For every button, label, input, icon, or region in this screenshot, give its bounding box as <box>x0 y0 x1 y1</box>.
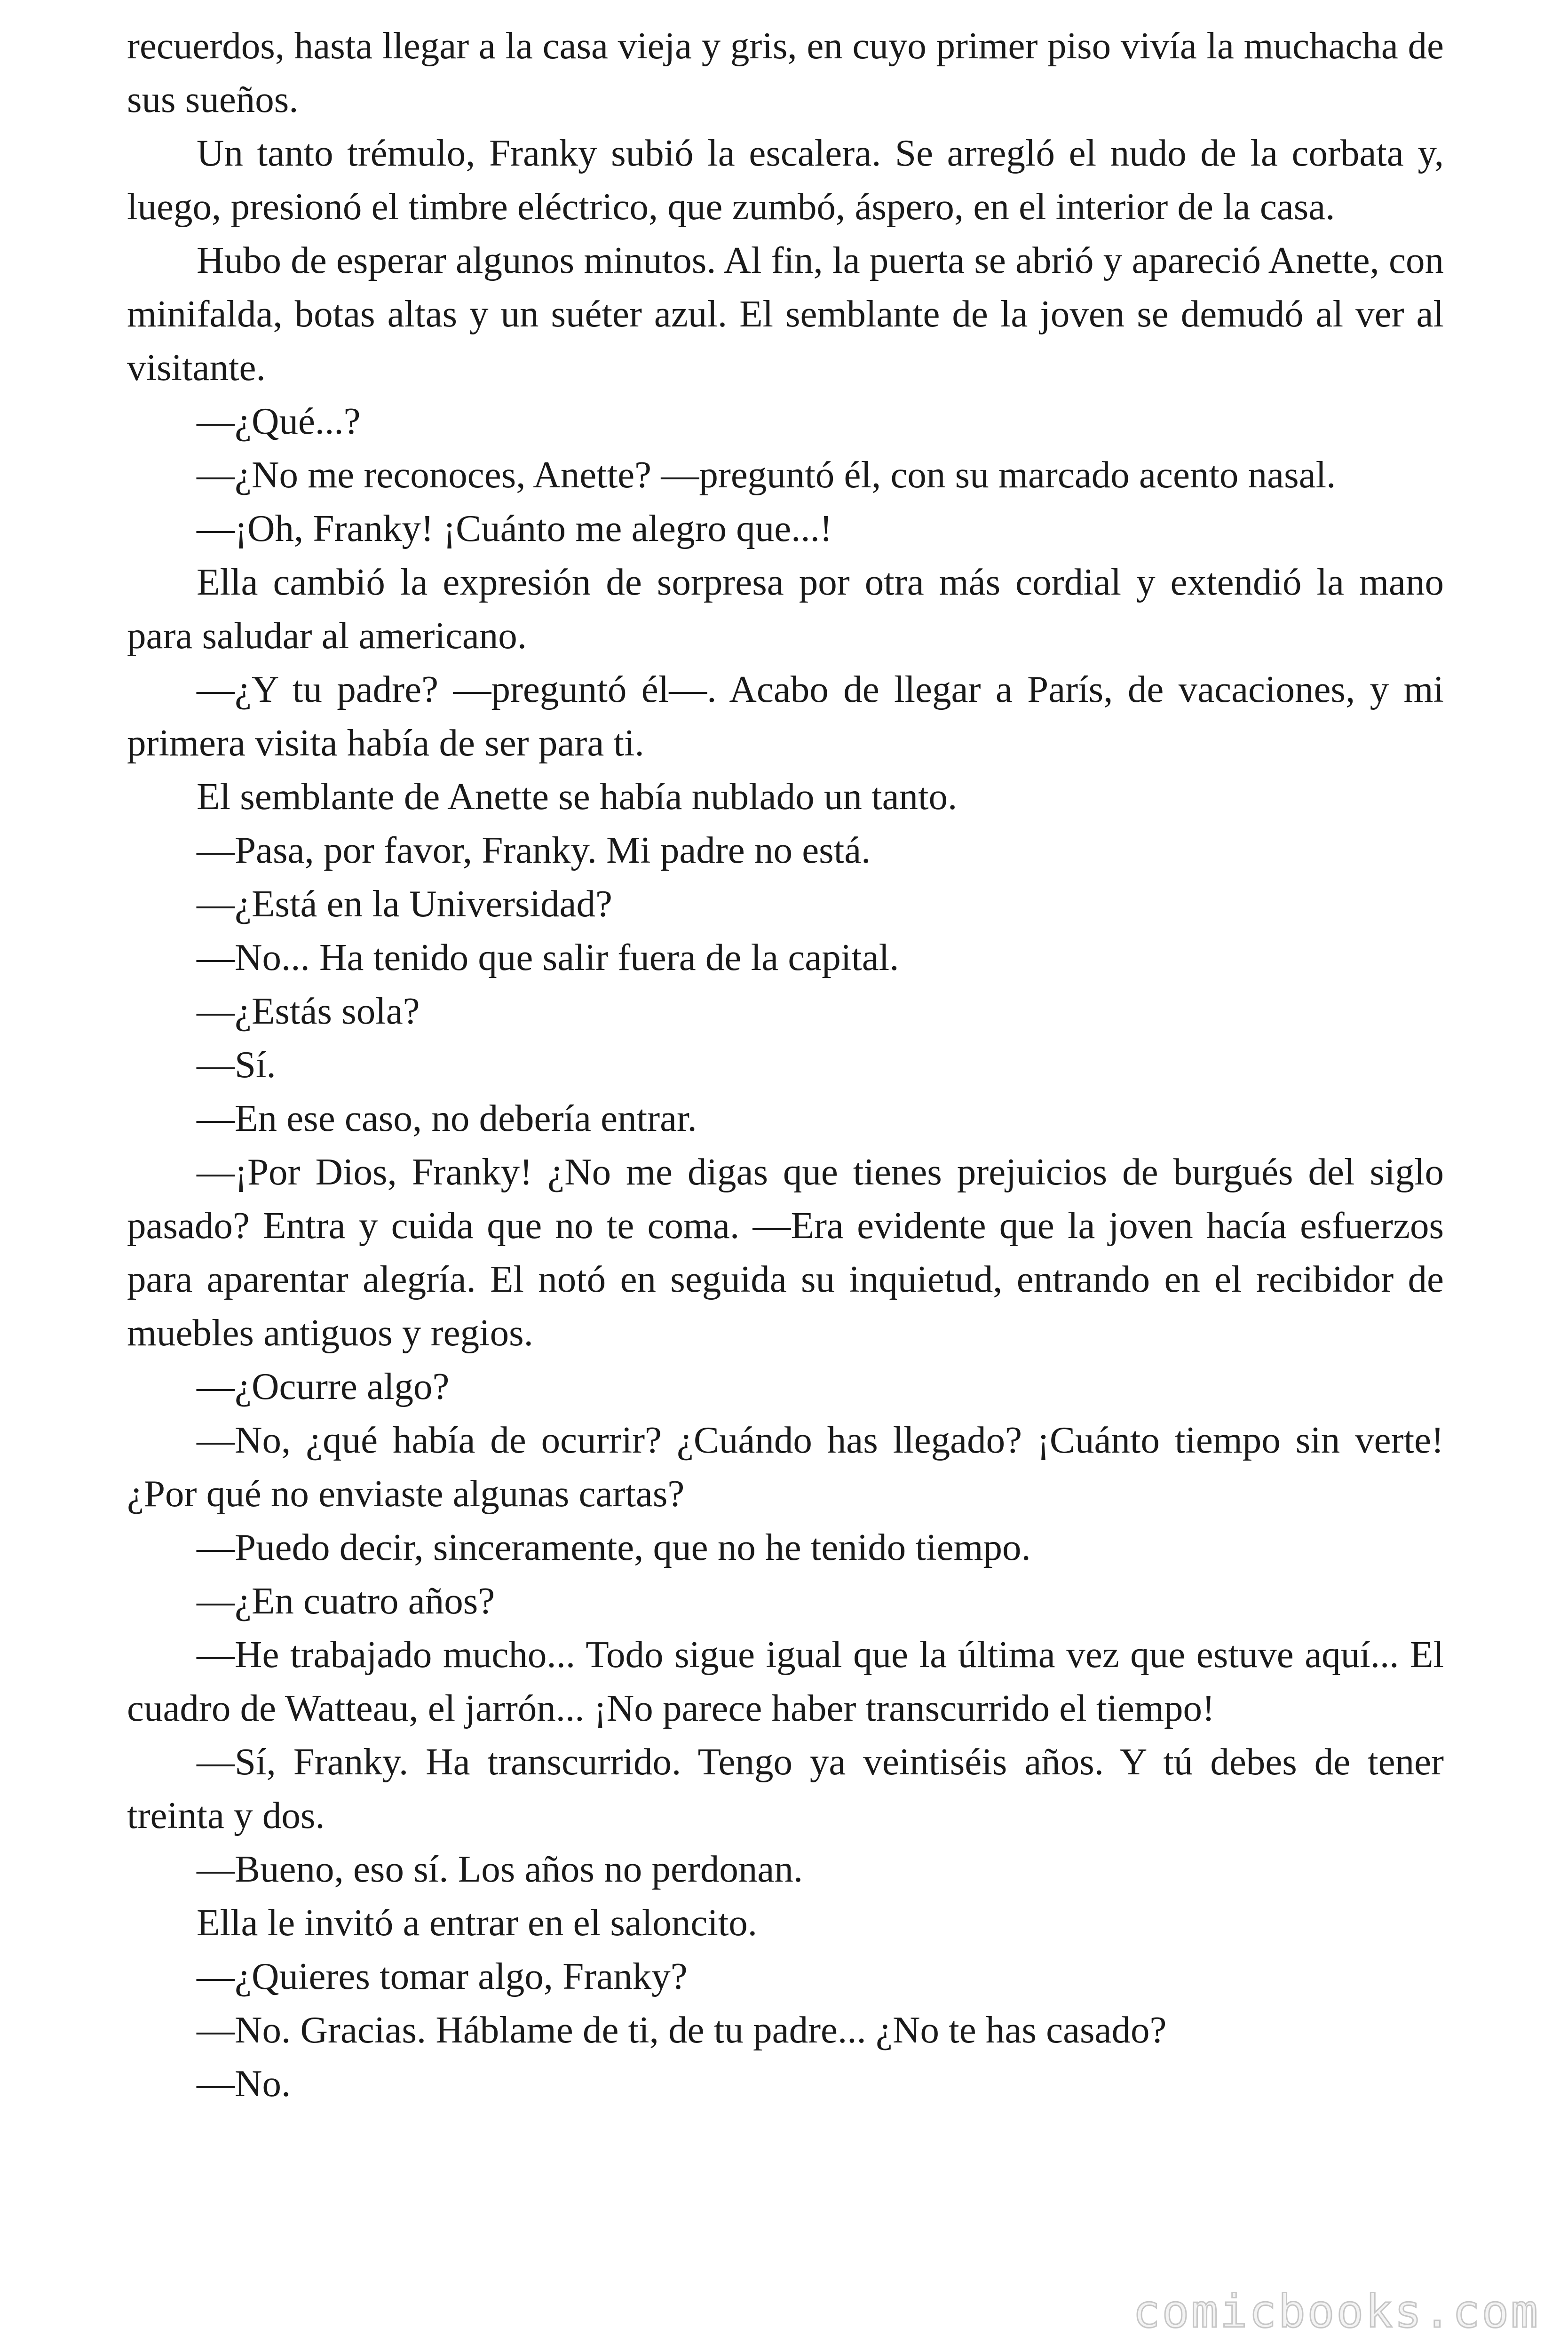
paragraph: —No... Ha tenido que salir fuera de la capital. <box>197 936 899 978</box>
paragraph: —¡Oh, Franky! ¡Cuánto me alegro que...! <box>197 507 832 549</box>
paragraph: —No, ¿qué había de ocurrir? ¿Cuándo has llegado? ¡Cuánto tiempo sin verte! ¿Por qué no enviaste algunas cartas? <box>127 1419 1444 1515</box>
paragraph: —¿No me reconoces, Anette? —preguntó él, con su marcado acento nasal. <box>197 453 1336 496</box>
paragraph: —¿Quieres tomar algo, Franky? <box>197 1955 688 1997</box>
paragraph: —Bueno, eso sí. Los años no perdonan. <box>197 1848 803 1890</box>
paragraph: —No. Gracias. Háblame de ti, de tu padre... ¿No te has casado? <box>197 2009 1167 2051</box>
paragraph: Ella cambió la expresión de sorpresa por otra más cordial y extendió la mano para saludar al americano. <box>127 561 1444 657</box>
paragraph: El semblante de Anette se había nublado un tanto. <box>197 775 958 818</box>
paragraph: —¿Qué...? <box>197 400 361 442</box>
paragraph: Un tanto trémulo, Franky subió la escalera. Se arregló el nudo de la corbata y, luego, presionó el timbre eléctrico, que zumbó, áspero, en el interior de la casa. <box>127 132 1444 228</box>
paragraph: —Puedo decir, sinceramente, que no he tenido tiempo. <box>197 1526 1031 1568</box>
paragraph: —¿Ocurre algo? <box>197 1365 450 1407</box>
paragraph: Hubo de esperar algunos minutos. Al fin, la puerta se abrió y apareció Anette, con minifalda, botas altas y un suéter azul. El semblante de la joven se demudó al ver al visitante. <box>127 239 1444 389</box>
paragraph: —Sí. <box>197 1043 276 1086</box>
paragraph: recuerdos, hasta llegar a la casa vieja y gris, en cuyo primer piso vivía la muchacha de sus sueños. <box>127 24 1444 120</box>
paragraph: —No. <box>197 2062 291 2105</box>
paragraph: —Pasa, por favor, Franky. Mi padre no está. <box>197 829 871 871</box>
paragraph: —En ese caso, no debería entrar. <box>197 1097 697 1139</box>
paragraph: —¿Estás sola? <box>197 990 420 1032</box>
paragraph: —¿Y tu padre? —preguntó él—. Acabo de llegar a París, de vacaciones, y mi primera visita había de ser para ti. <box>127 668 1444 764</box>
paragraph: —He trabajado mucho... Todo sigue igual que la última vez que estuve aquí... El cuadro de Watteau, el jarrón... ¡No parece haber transcurrido el tiempo! <box>127 1633 1444 1729</box>
watermark: comicbooks.com <box>1132 2285 1540 2338</box>
paragraph: —¡Por Dios, Franky! ¿No me digas que tienes prejuicios de burgués del siglo pasado? Entra y cuida que no te coma. —Era evidente que la joven hacía esfuerzos para aparentar alegría. El notó en seguida su inquietud, entrando en el recibidor de muebles antiguos y regios. <box>127 1151 1444 1354</box>
paragraph: Ella le invitó a entrar en el saloncito. <box>197 1901 758 1944</box>
paragraph: —¿En cuatro años? <box>197 1580 495 1622</box>
page-text <box>127 19 1444 2110</box>
paragraph: —¿Está en la Universidad? <box>197 882 612 925</box>
paragraph: —Sí, Franky. Ha transcurrido. Tengo ya veintiséis años. Y tú debes de tener treinta y dos. <box>127 1740 1444 1836</box>
